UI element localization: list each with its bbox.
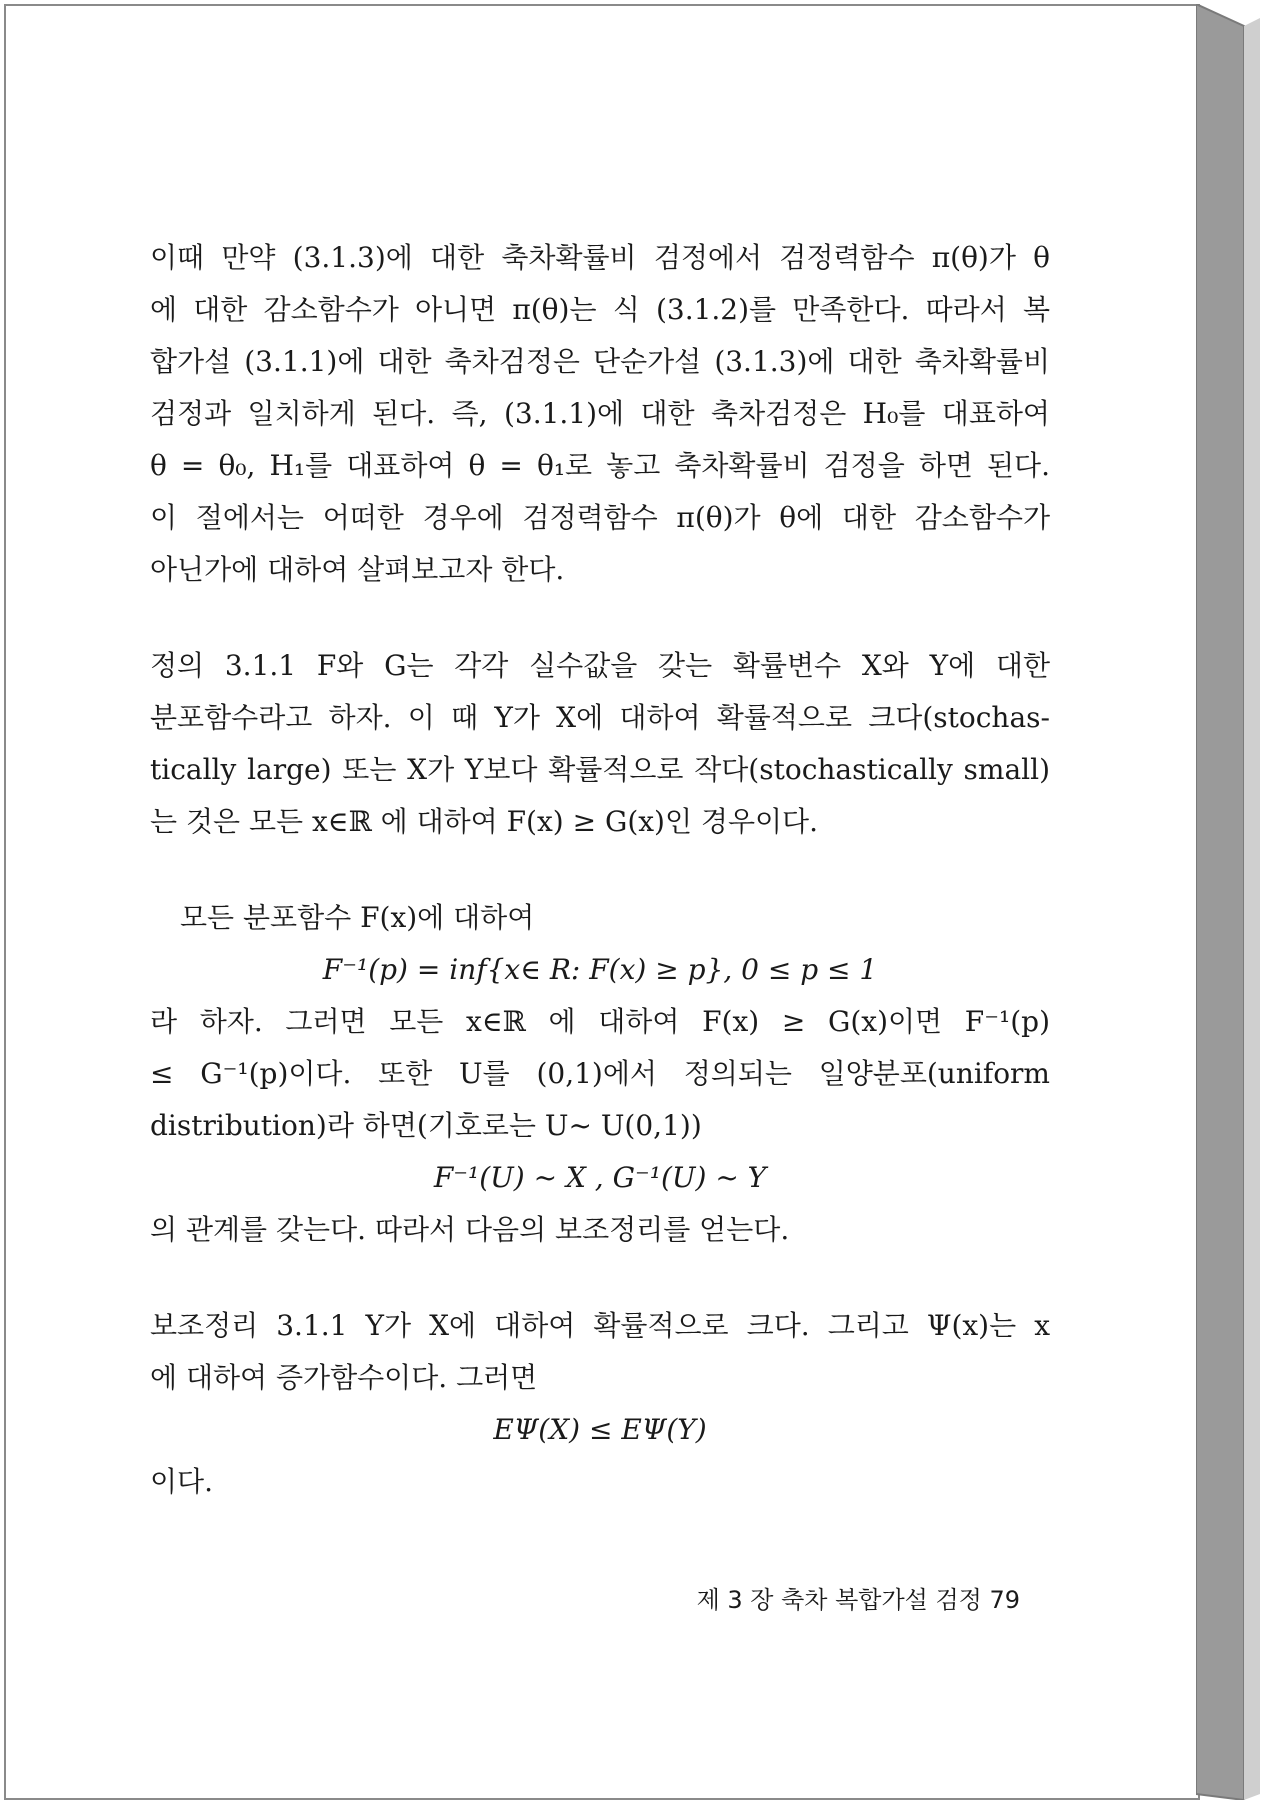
text-line: 검정과 일치하게 된다. 즉, (3.1.1)에 대한 축차검정은 H₀를 대표하여: [150, 397, 1050, 430]
text-line: 아닌가에 대하여 살펴보고자 한다.: [150, 553, 565, 586]
inverse-cdf-formula: F⁻¹(p) = inf{x∈ R: F(x) ≥ p}, 0 ≤ p ≤ 1: [322, 953, 878, 986]
page-edge-3d: [1196, 4, 1260, 1800]
text-line: distribution)라 하면(기호로는 U~ U(0,1)): [150, 1109, 702, 1142]
text-line: ≤ G⁻¹(p)이다. 또한 U를 (0,1)에서 정의되는 일양분포(uniform: [150, 1057, 1050, 1090]
text-line: 라 하자. 그러면 모든 x∈ℝ 에 대하여 F(x) ≥ G(x)이면 F⁻¹(p): [150, 1005, 1050, 1038]
lemma-end-line: 이다.: [150, 1465, 213, 1498]
definition-block: [150, 640, 1050, 848]
inverse-cdf-paragraph: [150, 892, 1050, 1256]
lemma-line: 보조정리 3.1.1 Y가 X에 대하여 확률적으로 크다. 그리고 Ψ(x)는 x: [150, 1309, 1050, 1342]
definition-line: tically large) 또는 X가 Y보다 확률적으로 작다(stochastically small): [150, 753, 1050, 786]
spacer: [150, 1256, 1050, 1300]
text-line: θ = θ₀, H₁를 대표하여 θ = θ₁로 놓고 축차확률비 검정을 하면 된다.: [150, 449, 1050, 482]
text-line: 모든 분포함수 F(x)에 대하여: [180, 901, 535, 934]
spacer: [150, 848, 1050, 892]
spacer: [150, 596, 1050, 640]
text-line: 에 대한 감소함수가 아니면 π(θ)는 식 (3.1.2)를 만족한다. 따라서 복: [150, 293, 1050, 326]
definition-line: 분포함수라고 하자. 이 때 Y가 X에 대하여 확률적으로 크다(stochas-: [150, 701, 1050, 734]
lemma-block: [150, 1300, 1050, 1508]
definition-line: 정의 3.1.1 F와 G는 각각 실수값을 갖는 확률변수 X와 Y에 대한: [150, 649, 1050, 682]
page-content: [150, 232, 1050, 1508]
text-line: 이 절에서는 어떠한 경우에 검정력함수 π(θ)가 θ에 대한 감소함수가: [150, 501, 1050, 534]
definition-line: 는 것은 모든 x∈ℝ 에 대하여 F(x) ≥ G(x)인 경우이다.: [150, 805, 818, 838]
text-line: 이때 만약 (3.1.3)에 대한 축차확률비 검정에서 검정력함수 π(θ)가 θ: [150, 241, 1050, 274]
lemma-line: 에 대하여 증가함수이다. 그러면: [150, 1361, 538, 1394]
distribution-formula: F⁻¹(U) ~ X , G⁻¹(U) ~ Y: [433, 1161, 767, 1194]
expectation-inequality-formula: EΨ(X) ≤ EΨ(Y): [493, 1413, 707, 1446]
page-footer: 제 3 장 축차 복합가설 검정 79: [696, 1586, 1020, 1614]
text-line: 합가설 (3.1.1)에 대한 축차검정은 단순가설 (3.1.3)에 대한 축차확률비: [150, 345, 1050, 378]
intro-paragraph: [150, 232, 1050, 596]
text-line: 의 관계를 갖는다. 따라서 다음의 보조정리를 얻는다.: [150, 1213, 790, 1246]
